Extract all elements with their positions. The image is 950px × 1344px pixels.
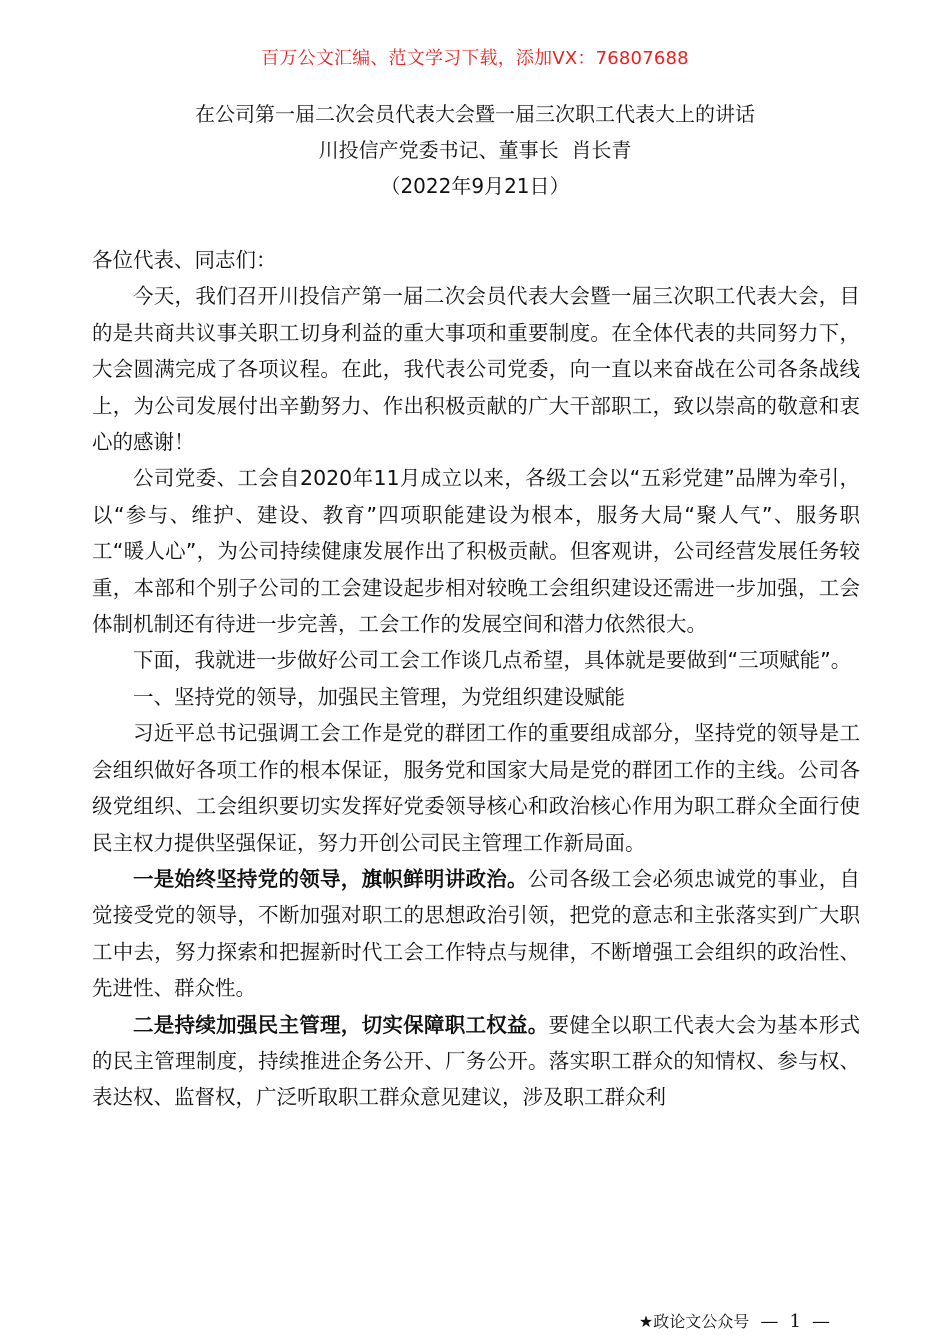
- section-1-heading: 一、坚持党的领导，加强民主管理，为党组织建设赋能: [133, 684, 625, 709]
- footer-dash-right: —: [812, 1311, 830, 1332]
- footer-source: ★政论文公众号: [638, 1312, 750, 1331]
- paragraph-5: [92, 861, 860, 1007]
- paragraph-5-text: 公司各级工会必须忠诚党的事业，自觉接受党的领导，不断加强对职工的思想政治引领，把党的意志和主张落实到广大职工中去，努力探索和把握新时代工会工作特点与规律，不断增强工会组织的政治性、先进性、群众性。: [92, 866, 861, 1001]
- speech-body: [92, 242, 860, 1116]
- paragraph-6-text: 要健全以职工代表大会为基本形式的民主管理制度，持续推进企务公开、厂务公开。落实职工群众的知情权、参与权、表达权、监督权，广泛听取职工群众意见建议，涉及职工群众利: [92, 1012, 861, 1110]
- paragraph-6: [92, 1007, 860, 1116]
- speech-date: （2022年9月21日）: [380, 174, 570, 198]
- paragraph-1: 今天，我们召开川投信产第一届二次会员代表大会暨一届三次职工代表大会，目的是共商共议事关职工切身利益的重大事项和重要制度。在全体代表的共同努力下，大会圆满完成了各项议程。在此，我代表公司党委，向一直以来奋战在公司各条战线上，为公司发展付出辛勤努力、作出积极贡献的广大干部职工，致以崇高的敬意和衷心的感谢！: [92, 284, 860, 455]
- page-footer: [639, 1310, 830, 1334]
- footer-dash-left: —: [760, 1311, 779, 1332]
- title-block: [0, 96, 950, 204]
- speaker-line: 川投信产党委书记、董事长 肖长青: [318, 138, 632, 162]
- page-number: 1: [789, 1311, 801, 1332]
- paragraph-6-lead: 二是持续加强民主管理，切实保障职工权益。: [133, 1012, 549, 1037]
- salutation: 各位代表、同志们：: [92, 248, 277, 272]
- paragraph-3: 下面，我就进一步做好公司工会工作谈几点希望，具体就是要做到“三项赋能”。: [133, 648, 852, 673]
- paragraph-5-lead: 一是始终坚持党的领导，旗帜鲜明讲政治。: [133, 866, 528, 891]
- speech-title: 在公司第一届二次会员代表大会暨一届三次职工代表大上的讲话: [195, 102, 755, 126]
- paragraph-4: 习近平总书记强调工会工作是党的群团工作的重要组成部分，坚持党的领导是工会组织做好各项工作的根本保证，服务党和国家大局是党的群团工作的主线。公司各级党组织、工会组织要切实发挥好党委领导核心和政治核心作用为职工群众全面行使民主权力提供坚强保证，努力开创公司民主管理工作新局面。: [92, 721, 860, 855]
- paragraph-2: 公司党委、工会自2020年11月成立以来，各级工会以“五彩党建”品牌为牵引，以“参与、维护、建设、教育”四项职能建设为根本，服务大局“聚人气”、服务职工“暖人心”，为公司持续健康发展作出了积极贡献。但客观讲，公司经营发展任务较重，本部和个别子公司的工会建设起步相对较晚工会组织建设还需进一步加强，工会体制机制还有待进一步完善，工会工作的发展空间和潜力依然很大。: [92, 466, 860, 637]
- promo-banner: 百万公文汇编、范文学习下载，添加VX：76807688: [261, 48, 689, 69]
